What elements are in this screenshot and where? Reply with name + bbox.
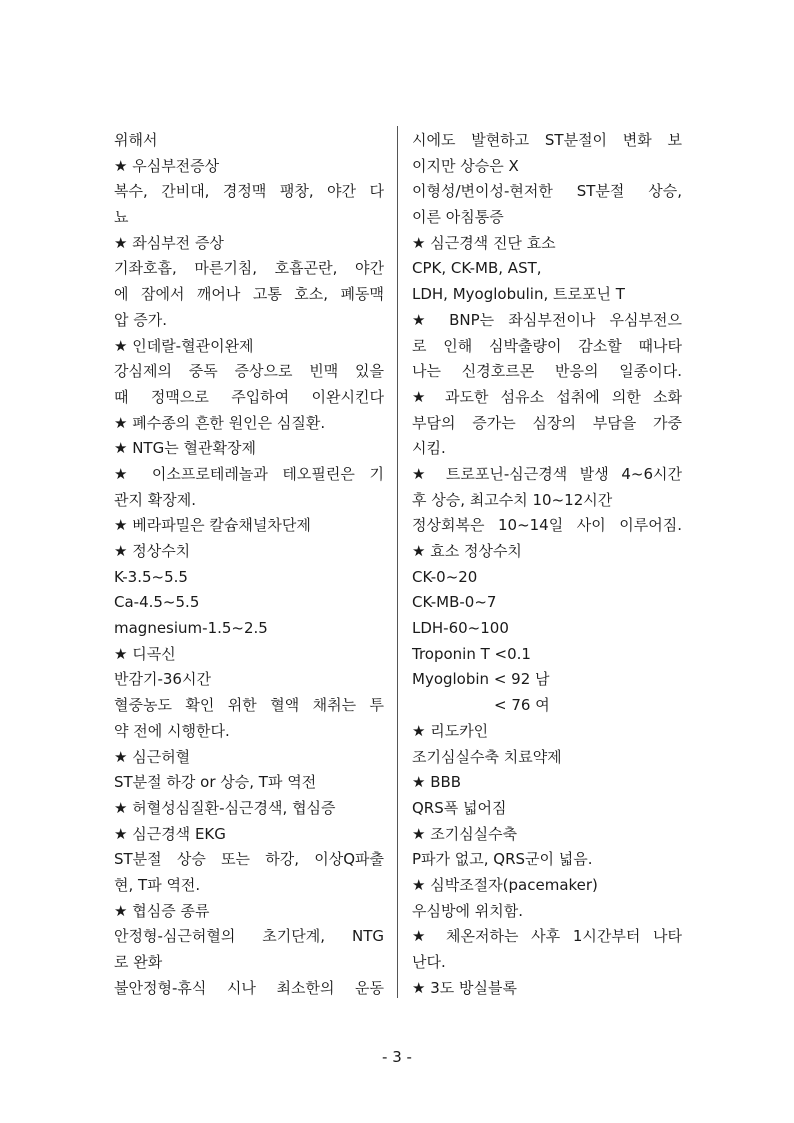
text-line: ★ 정상수치 bbox=[114, 542, 191, 560]
text-line: ★ 3도 방실블록 bbox=[412, 978, 517, 997]
text-line: LDH, Myoglobulin, 트로포닌 T bbox=[412, 285, 625, 304]
text-line: 강심제의 중독 증상으로 빈맥 있을 bbox=[114, 362, 384, 381]
text-line: ★ 이소프로테레놀과 테오필린은 기 bbox=[114, 464, 384, 483]
page-number: - 3 - bbox=[382, 1048, 412, 1066]
text-line: 로 인해 심박출량이 감소할 때나타 bbox=[412, 336, 682, 355]
text-line: 정상회복은 10~14일 사이 이루어짐. bbox=[412, 516, 682, 535]
text-line: 압 증가. bbox=[114, 310, 168, 329]
text-line: 시킴. bbox=[412, 439, 446, 458]
text-line: 안정형-심근허혈의 초기단계, NTG bbox=[114, 927, 384, 946]
text-line: ★ 베라파밀은 칼슘채널차단제 bbox=[114, 516, 311, 535]
text-line: ★ 심근허혈 bbox=[114, 747, 191, 766]
text-line: Troponin T <0.1 bbox=[412, 644, 531, 663]
text-line: ★ 트로포닌-심근경색 발생 4~6시간 bbox=[412, 464, 682, 483]
text-line: ★ 심박조절자(pacemaker) bbox=[412, 875, 598, 894]
text-line: CPK, CK-MB, AST, bbox=[412, 259, 542, 278]
text-line: ★ BNP는 좌심부전이나 우심부전으 bbox=[412, 310, 682, 329]
text-line: K-3.5~5.5 bbox=[114, 567, 188, 586]
text-line: 복수, 간비대, 경정맥 팽창, 야간 다 bbox=[114, 182, 384, 201]
text-line: ★ 인데랄-혈관이완제 bbox=[114, 336, 254, 355]
text-line: 난다. bbox=[412, 953, 446, 971]
text-line: ★ 과도한 섬유소 섭취에 의한 소화 bbox=[412, 387, 682, 406]
text-line: ★ 심근경색 EKG bbox=[114, 824, 226, 843]
text-line: ★ 협심증 종류 bbox=[114, 901, 210, 920]
text-line: ★ 조기심실수축 bbox=[412, 824, 518, 843]
text-line: 나는 신경호르몬 반응의 일종이다. bbox=[412, 362, 682, 381]
text-line: 위해서 bbox=[114, 131, 158, 149]
text-line: 조기심실수축 치료약제 bbox=[412, 747, 562, 766]
text-line: magnesium-1.5~2.5 bbox=[114, 619, 268, 638]
text-line: Ca-4.5~5.5 bbox=[114, 593, 200, 612]
text-line: ★ 리도카인 bbox=[412, 721, 489, 740]
text-line: ★ NTG는 혈관확장제 bbox=[114, 439, 256, 458]
text-line: ★ 심근경색 진단 효소 bbox=[412, 233, 556, 252]
text-line: 반감기-36시간 bbox=[114, 670, 211, 689]
text-line: 로 완화 bbox=[114, 953, 163, 971]
text-line: 불안정형-휴식 시나 최소한의 운동 bbox=[114, 978, 384, 997]
text-line: 이형성/변이성-현저한 ST분절 상승, bbox=[412, 182, 682, 201]
text-line: ST분절 상승 또는 하강, 이상Q파출 bbox=[114, 850, 384, 869]
text-line: LDH-60~100 bbox=[412, 619, 509, 638]
text-line: 기좌호흡, 마른기침, 호흡곤란, 야간 bbox=[114, 259, 384, 278]
text-line: ST분절 하강 or 상승, T파 역전 bbox=[114, 773, 317, 792]
text-line: 때 정맥으로 주입하여 이완시킨다 bbox=[114, 387, 384, 406]
text-line: ★ 허혈성심질환-심근경색, 협심증 bbox=[114, 798, 336, 817]
text-line: 에 잠에서 깨어나 고통 호소, 폐동맥 bbox=[114, 285, 384, 304]
text-line: 이지만 상승은 X bbox=[412, 156, 519, 175]
text-line: ★ 체온저하는 사후 1시간부터 나타 bbox=[412, 927, 682, 946]
text-line: 관지 확장제. bbox=[114, 490, 196, 509]
text-line: 이른 아침통증 bbox=[412, 208, 504, 227]
text-line: 약 전에 시행한다. bbox=[114, 721, 230, 740]
text-line: < 76 여 bbox=[494, 696, 550, 715]
column-divider bbox=[397, 126, 398, 998]
text-line: QRS폭 넓어짐 bbox=[412, 798, 507, 817]
text-line: CK-MB-0~7 bbox=[412, 593, 497, 612]
text-line: 뇨 bbox=[114, 208, 129, 227]
text-line: 후 상승, 최고수치 10~12시간 bbox=[412, 490, 613, 509]
text-line: 혈중농도 확인 위한 혈액 채취는 투 bbox=[114, 696, 384, 715]
text-line: ★ 우심부전증상 bbox=[114, 156, 220, 175]
text-line: ★ 폐수종의 흔한 원인은 심질환. bbox=[114, 413, 326, 432]
text-line: 우심방에 위치함. bbox=[412, 901, 523, 920]
text-line: ★ 좌심부전 증상 bbox=[114, 233, 224, 252]
text-line: Myoglobin < 92 남 bbox=[412, 670, 550, 689]
left-column bbox=[114, 128, 384, 1001]
text-line: 시에도 발현하고 ST분절이 변화 보 bbox=[412, 131, 682, 149]
text-line: CK-0~20 bbox=[412, 567, 478, 586]
text-line: ★ 디곡신 bbox=[114, 644, 176, 663]
text-line: 현, T파 역전. bbox=[114, 875, 201, 894]
text-line: P파가 없고, QRS군이 넓음. bbox=[412, 850, 593, 869]
right-column bbox=[412, 128, 682, 1001]
text-line: ★ 효소 정상수치 bbox=[412, 542, 522, 560]
text-line: ★ BBB bbox=[412, 773, 462, 792]
text-line: 부담의 증가는 심장의 부담을 가중 bbox=[412, 413, 682, 432]
